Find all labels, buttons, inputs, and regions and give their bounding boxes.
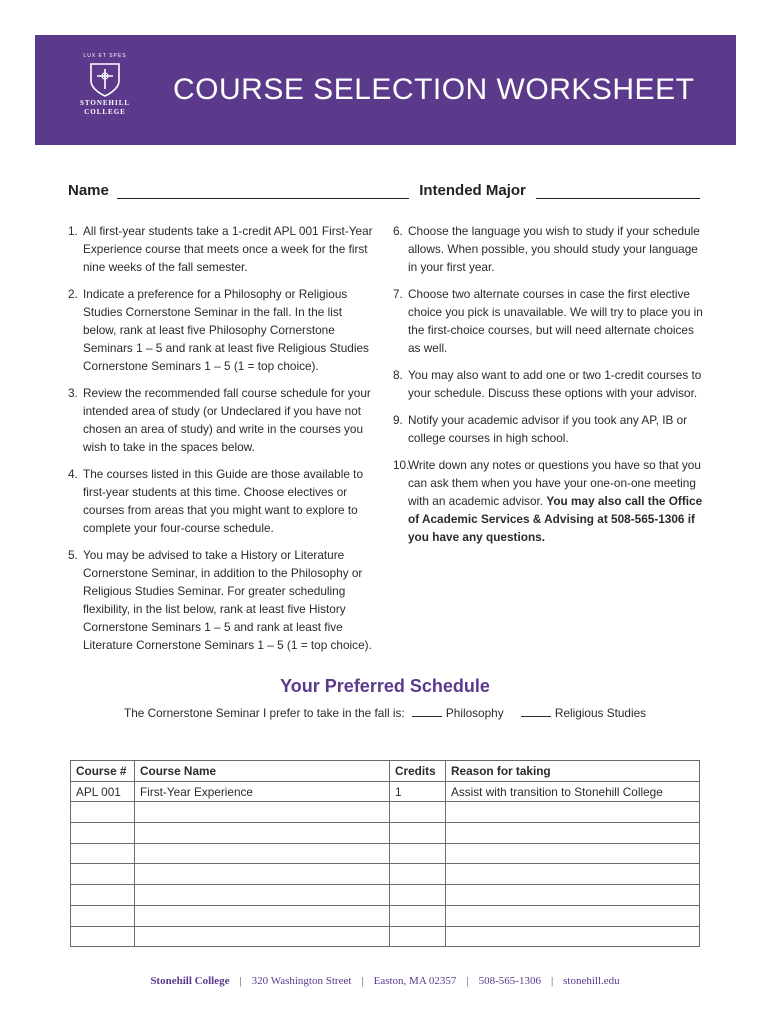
- item-text: Choose the language you wish to study if your schedule allows. When possible, you should study your language in your first year.: [408, 224, 700, 274]
- table-row: [71, 885, 700, 906]
- footer-city: Easton, MA 02357: [373, 975, 457, 987]
- item-number: 2.: [68, 287, 78, 301]
- name-major-row: [68, 182, 700, 199]
- philosophy-blank[interactable]: [412, 716, 442, 717]
- item-text: Write down any notes or questions you have so that you can ask them when you have your one-on-one meeting with an academic advisor.: [408, 458, 701, 508]
- item-number: 1.: [68, 224, 78, 238]
- list-item: [393, 285, 705, 357]
- item-number: 7.: [393, 287, 403, 301]
- instructions-right: [393, 222, 705, 555]
- item-number: 9.: [393, 413, 403, 427]
- list-item: [393, 366, 705, 402]
- table-cell[interactable]: [71, 905, 135, 926]
- table-cell[interactable]: APL 001: [71, 781, 135, 802]
- table-cell[interactable]: [71, 885, 135, 906]
- list-item: [68, 384, 378, 456]
- table-row: [71, 823, 700, 844]
- item-text: You may also want to add one or two 1-credit courses to your schedule. Discuss these options with your advisor.: [408, 368, 702, 400]
- list-item: [68, 222, 378, 276]
- item-number: 10.: [393, 458, 410, 472]
- item-text: Notify your academic advisor if you took any AP, IB or college courses in high school.: [408, 413, 688, 445]
- item-text: You may be advised to take a History or Literature Cornerstone Seminar, in addition to the Philosophy or Religious Studies Seminar. For greater scheduling flexibility, in the list below, rank at least five History Cornerstone Seminars 1 – 5 and rank at least five Literature Cornerstone Seminars 1 – 5 (1 = top choice).: [83, 548, 372, 652]
- logo-name-line1: STONEHILL: [79, 99, 131, 107]
- college-logo: [73, 51, 137, 139]
- item-text: Choose two alternate courses in case the first elective choice you pick is unavailable. We will try to place you in the first-choice courses, but will need alternate choices as well.: [408, 287, 703, 355]
- table-row: [71, 802, 700, 823]
- name-field[interactable]: [117, 184, 409, 199]
- table-cell[interactable]: [390, 885, 446, 906]
- footer-separator: |: [550, 975, 554, 987]
- major-label: Intended Major: [419, 182, 526, 199]
- footer-separator: |: [239, 975, 242, 987]
- table-cell[interactable]: [390, 823, 446, 844]
- item-text: Review the recommended fall course schedule for your intended area of study (or Undeclared if you have not chosen an area of study) and write in the courses you wish to take in the spaces below.: [83, 386, 371, 454]
- table-cell[interactable]: First-Year Experience: [135, 781, 390, 802]
- item-number: 3.: [68, 386, 78, 400]
- table-cell[interactable]: Assist with transition to Stonehill College: [446, 781, 700, 802]
- table-row: [71, 905, 700, 926]
- table-cell[interactable]: [390, 802, 446, 823]
- footer-website[interactable]: stonehill.edu: [563, 975, 620, 987]
- table-cell[interactable]: [135, 926, 390, 947]
- table-cell[interactable]: [71, 864, 135, 885]
- table-cell[interactable]: [446, 926, 700, 947]
- table-cell[interactable]: [446, 885, 700, 906]
- name-label: Name: [68, 182, 109, 199]
- table-cell[interactable]: [135, 802, 390, 823]
- table-cell[interactable]: [446, 823, 700, 844]
- table-cell[interactable]: 1: [390, 781, 446, 802]
- column-header: Credits: [390, 761, 446, 782]
- table-cell[interactable]: [135, 905, 390, 926]
- list-item: [68, 546, 378, 654]
- footer-college: Stonehill College: [150, 975, 230, 987]
- header-banner: [35, 35, 736, 145]
- column-header: Reason for taking: [446, 761, 700, 782]
- item-text: The courses listed in this Guide are those available to first-year students at this time. Choose electives or courses from areas that you might want to explore to complete your four-course schedule.: [83, 467, 364, 535]
- philosophy-option: Philosophy: [445, 706, 504, 720]
- schedule-table: [70, 760, 700, 947]
- table-cell[interactable]: [135, 864, 390, 885]
- page-title: COURSE SELECTION WORKSHEET: [173, 73, 695, 106]
- logo-motto: LUX ET SPES: [83, 53, 127, 59]
- list-item: [393, 222, 705, 276]
- item-text: Indicate a preference for a Philosophy or Religious Studies Cornerstone Seminar in the fall. In the list below, rank at least five Philosophy Cornerstone Seminars 1 – 5 and rank at least five Religious Studies Cornerstone Seminars 1 – 5 (1 = top choice).: [83, 287, 369, 373]
- table-cell[interactable]: [390, 905, 446, 926]
- table-row: [71, 781, 700, 802]
- item-number: 4.: [68, 467, 78, 481]
- table-cell[interactable]: [71, 926, 135, 947]
- footer-separator: |: [466, 975, 469, 987]
- list-item: [393, 456, 705, 546]
- table-cell[interactable]: [446, 802, 700, 823]
- table-header-row: [71, 761, 700, 782]
- footer-street: 320 Washington Street: [251, 975, 352, 987]
- table-row: [71, 926, 700, 947]
- religious-studies-blank[interactable]: [521, 716, 551, 717]
- preference-prompt: The Cornerstone Seminar I prefer to take in the fall is:: [124, 706, 405, 720]
- table-cell[interactable]: [71, 823, 135, 844]
- major-field[interactable]: [536, 184, 700, 199]
- footer-phone: 508-565-1306: [478, 975, 541, 987]
- table-cell[interactable]: [135, 823, 390, 844]
- schedule-title: Your Preferred Schedule: [280, 676, 490, 696]
- table-cell[interactable]: [135, 885, 390, 906]
- item-text-bold: You may also call the Office of Academic Services & Advising at 508-565-1306 if you have any questions.: [408, 494, 703, 544]
- list-item: [68, 285, 378, 375]
- footer: [0, 975, 770, 987]
- column-header: Course #: [71, 761, 135, 782]
- column-header: Course Name: [135, 761, 390, 782]
- table-cell[interactable]: [446, 864, 700, 885]
- item-number: 5.: [68, 548, 78, 562]
- table-cell[interactable]: [446, 843, 700, 864]
- table-cell[interactable]: [446, 905, 700, 926]
- table-cell[interactable]: [71, 843, 135, 864]
- list-item: [68, 465, 378, 537]
- table-cell[interactable]: [390, 864, 446, 885]
- item-text: All first-year students take a 1-credit APL 001 First-Year Experience course that meets once a week for the first nine weeks of the fall semester.: [83, 224, 373, 274]
- religious-studies-option: Religious Studies: [554, 706, 647, 720]
- table-row: [71, 864, 700, 885]
- shield-icon: [88, 61, 122, 99]
- table-cell[interactable]: [390, 843, 446, 864]
- table-cell[interactable]: [71, 802, 135, 823]
- list-item: [393, 411, 705, 447]
- table-cell[interactable]: [135, 843, 390, 864]
- seminar-preference: [124, 706, 646, 720]
- item-number: 8.: [393, 368, 403, 382]
- logo-name-line2: COLLEGE: [84, 108, 126, 116]
- instructions-left: [68, 222, 378, 663]
- table-cell[interactable]: [390, 926, 446, 947]
- footer-separator: |: [361, 975, 364, 987]
- item-number: 6.: [393, 224, 403, 238]
- table-row: [71, 843, 700, 864]
